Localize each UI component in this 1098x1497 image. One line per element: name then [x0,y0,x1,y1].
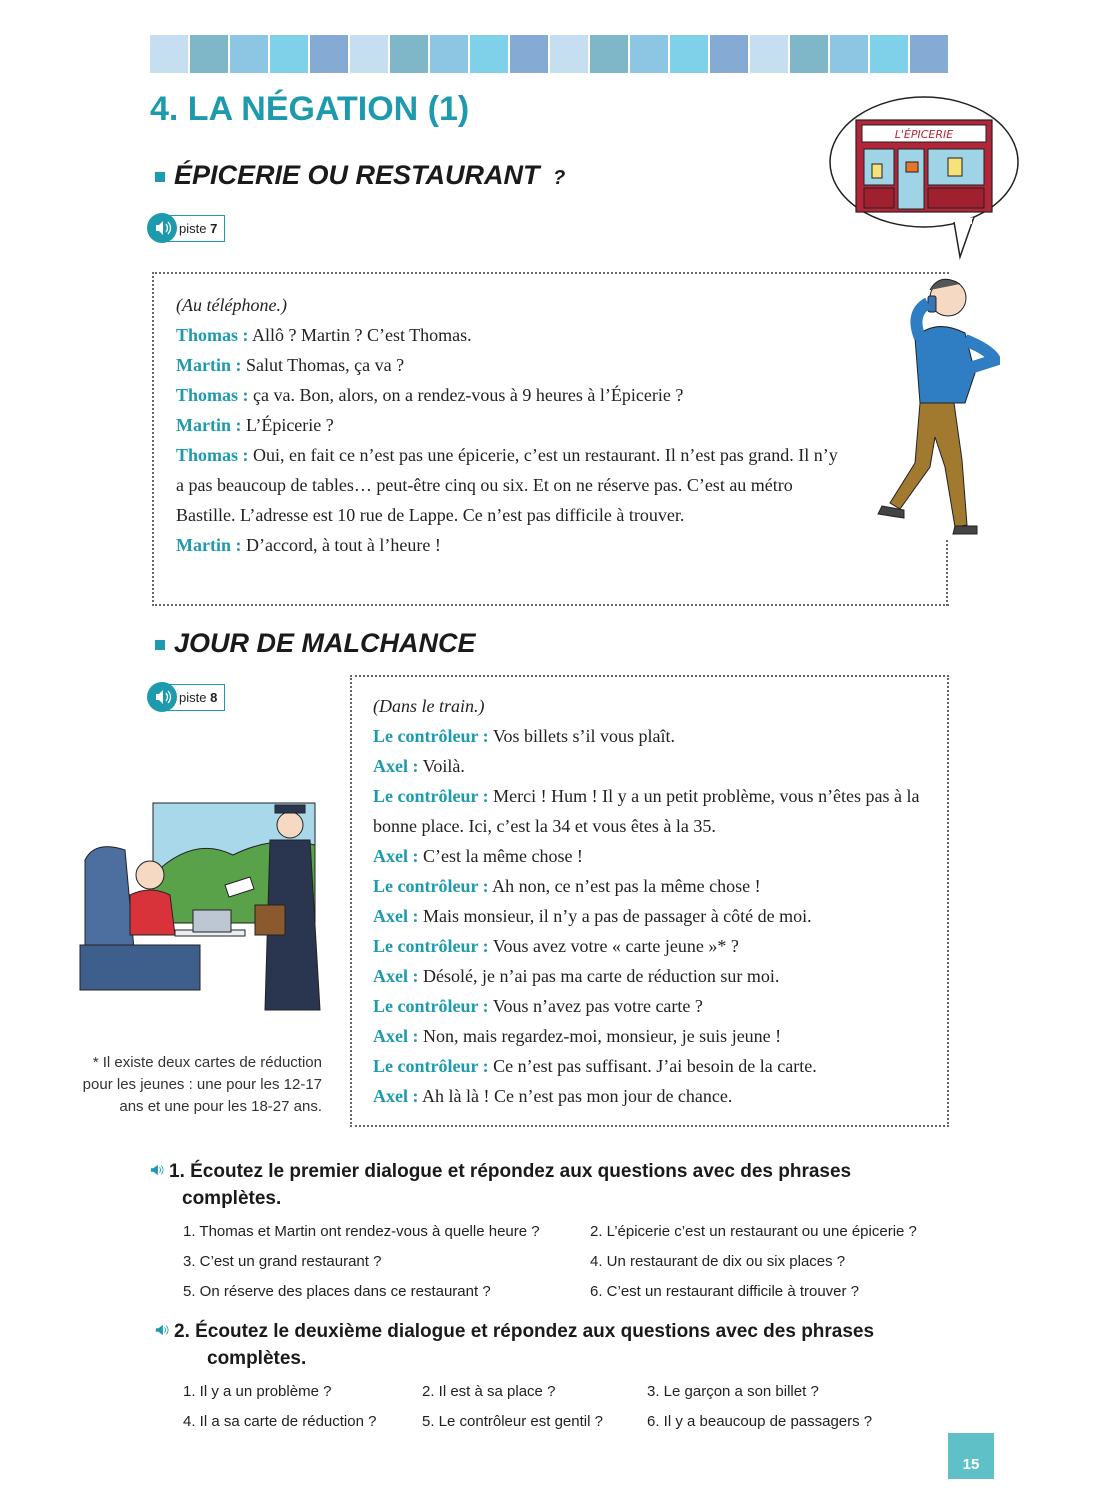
man-on-phone-illustration [860,268,1000,540]
speaker-icon [150,1162,164,1178]
dialog-line: Le contrôleur : Vous avez votre « carte jeune »* ? [373,936,739,956]
question-item: 6. Il y a beaucoup de passagers ? [647,1413,873,1430]
dialog-line: Martin : L’Épicerie ? [176,415,334,435]
section2-heading: JOUR DE MALCHANCE [155,628,476,659]
dialog-line: Martin : D’accord, à tout à l’heure ! [176,535,441,555]
dialog-line: Axel : Ah là là ! Ce n’est pas mon jour de chance. [373,1086,733,1106]
dialog-telephone [152,272,949,606]
dialog-line: Le contrôleur : Vous n’avez pas votre carte ? [373,996,703,1016]
question-item: 1. Il y a un problème ? [183,1383,332,1400]
dialog-line: Le contrôleur : Ce n’est pas suffisant. J’ai besoin de la carte. [373,1056,817,1076]
question-item: 4. Il a sa carte de réduction ? [183,1413,377,1430]
dialog-stage-direction: (Dans le train.) [373,696,485,716]
dialog-train [350,675,949,1127]
dialog-line: Thomas : Allô ? Martin ? C’est Thomas. [176,325,472,345]
exercise1-title: 1. Écoutez le premier dialogue et répondez aux questions avec des phrases complètes. [150,1158,950,1212]
speaker-icon [155,1322,169,1338]
epicerie-storefront-illustration [826,92,1022,262]
dialog-stage-direction: (Au téléphone.) [176,295,287,315]
speaker-icon [147,213,177,243]
storefront-sign-text: L'ÉPICERIE [894,128,954,141]
dialog-line: Axel : Non, mais regardez-moi, monsieur, je suis jeune ! [373,1026,782,1046]
dialog-line: Le contrôleur : Ah non, ce n’est pas la même chose ! [373,876,761,896]
question-item: 5. On réserve des places dans ce restaurant ? [183,1283,491,1300]
audio-track-7[interactable]: piste 7 [147,214,225,242]
header-color-bar [150,35,948,73]
dialog-line: Thomas : ça va. Bon, alors, on a rendez-vous à 9 heures à l’Épicerie ? [176,385,684,405]
page-title: 4. LA NÉGATION (1) [150,90,470,128]
question-item: 2. L’épicerie c’est un restaurant ou une épicerie ? [590,1223,917,1240]
question-item: 6. C’est un restaurant difficile à trouver ? [590,1283,860,1300]
dialog-line: Axel : Voilà. [373,756,465,776]
footnote: * Il existe deux cartes de réduction pour les jeunes : une pour les 12-17 ans et une pour les 18-27 ans. [82,1054,322,1115]
section1-heading: ÉPICERIE OU RESTAURANT ? [155,160,565,191]
question-item: 4. Un restaurant de dix ou six places ? [590,1253,846,1270]
question-item: 2. Il est à sa place ? [422,1383,556,1400]
question-item: 3. Le garçon a son billet ? [647,1383,819,1400]
speaker-icon [147,682,177,712]
exercise2-title: 2. Écoutez le deuxième dialogue et répondez aux questions avec des phrases complètes. [155,1318,965,1372]
question-item: 3. C’est un grand restaurant ? [183,1253,382,1270]
dialog-line: Le contrôleur : Merci ! Hum ! Il y a un petit problème, vous n’êtes pas à la bonne place. Ici, c’est la 34 et vous êtes à la 35. [373,786,920,836]
dialog-line: Thomas : Oui, en fait ce n’est pas une épicerie, c’est un restaurant. Il n’est pas grand. Il n’y a pas beaucoup de tables… peut-être cinq ou six. Et on ne réserve pas. C’est au métro Bastille. L’adresse est 10 rue de Lappe. Ce n’est pas difficile à trouver. [176,445,838,525]
page-number: 15 [948,1433,994,1479]
train-controller-illustration [75,785,325,1015]
dialog-line: Le contrôleur : Vos billets s’il vous plaît. [373,726,675,746]
dialog-line: Axel : Désolé, je n’ai pas ma carte de réduction sur moi. [373,966,780,986]
section-bullet [155,640,165,650]
audio-track-8[interactable]: piste 8 [147,683,225,711]
dialog-line: Axel : C’est la même chose ! [373,846,583,866]
section-bullet [155,172,165,182]
question-item: 1. Thomas et Martin ont rendez-vous à quelle heure ? [183,1223,540,1240]
dialog-line: Axel : Mais monsieur, il n’y a pas de passager à côté de moi. [373,906,812,926]
dialog-line: Martin : Salut Thomas, ça va ? [176,355,405,375]
question-item: 5. Le contrôleur est gentil ? [422,1413,603,1430]
